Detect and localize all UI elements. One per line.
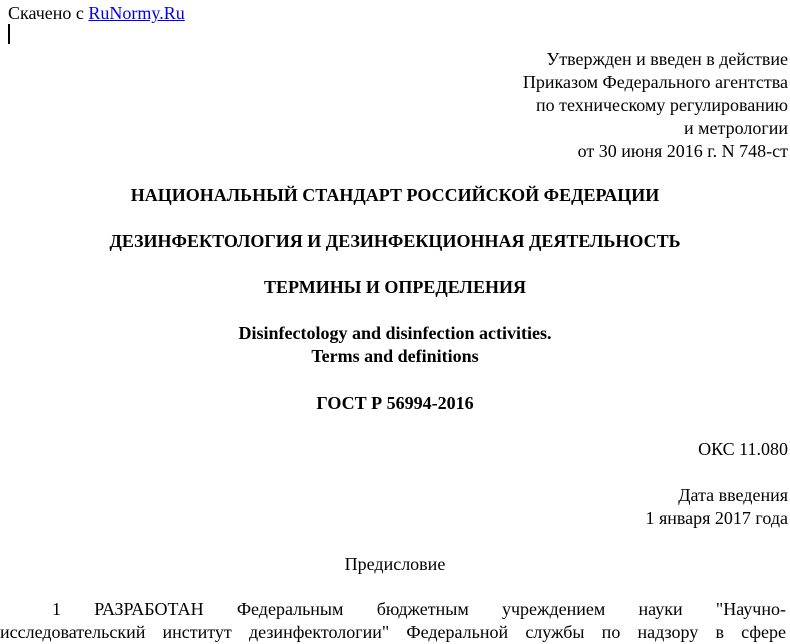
preface-heading: Предисловие	[344, 554, 446, 574]
download-prefix: Скачено с	[8, 3, 89, 23]
runormy-link[interactable]: RuNormy.Ru	[88, 3, 185, 23]
standard-title: НАЦИОНАЛЬНЫЙ СТАНДАРТ РОССИЙСКОЙ ФЕДЕРАЦИИ	[130, 185, 660, 205]
oks-code: ОКС 11.080	[698, 439, 788, 459]
approval-line-5: от 30 июня 2016 г. N 748-ст	[577, 141, 788, 161]
preface-line-2: исследовательский институт дезинфектологии" Федеральной службы по надзору в сфере	[0, 622, 786, 642]
english-title-line-1: Disinfectology and disinfection activities.	[238, 323, 552, 343]
preface-line-1: 1 РАЗРАБОТАН Федеральным бюджетным учреждением науки "Научно-	[52, 599, 786, 619]
approval-line-4: и метрологии	[684, 118, 788, 138]
terms-title: ТЕРМИНЫ И ОПРЕДЕЛЕНИЯ	[264, 277, 526, 297]
download-source	[8, 2, 185, 24]
intro-date-label: Дата введения	[678, 485, 788, 505]
preface-paragraph	[0, 598, 786, 644]
gost-number: ГОСТ Р 56994-2016	[316, 393, 474, 413]
approval-line-3: по техническому регулированию	[535, 95, 788, 115]
approval-line-1: Утвержден и введен в действие	[546, 49, 788, 69]
text-cursor	[8, 24, 10, 44]
subject-title: ДЕЗИНФЕКТОЛОГИЯ И ДЕЗИНФЕКЦИОННАЯ ДЕЯТЕЛЬНОСТЬ	[109, 231, 681, 251]
approval-line-2: Приказом Федерального агентства	[522, 72, 788, 92]
intro-date-value: 1 января 2017 года	[645, 508, 788, 528]
english-title-line-2: Terms and definitions	[311, 346, 479, 366]
